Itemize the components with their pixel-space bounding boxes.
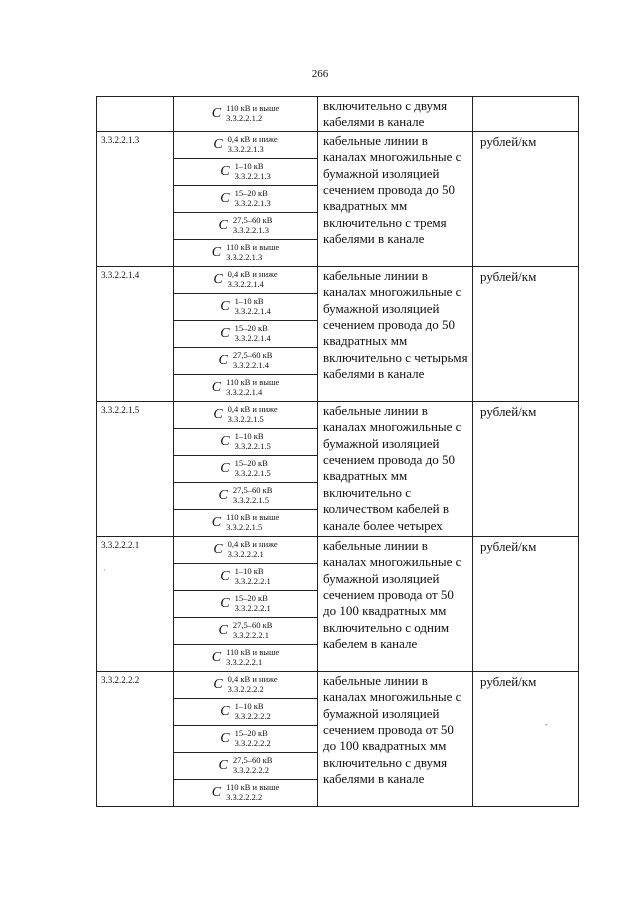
symbol-cell [174,239,318,266]
rate-symbol [212,104,280,123]
rate-symbol [220,432,270,451]
symbol-voltage: 27,5–60 кВ [232,755,273,766]
table-row [97,131,579,158]
symbol-cell [174,725,318,752]
symbol-letter: C [211,379,222,395]
rate-symbol [219,216,273,235]
code-cell: 3.3.2.2.2.2 [97,671,174,806]
description-cell: кабельные линии в каналах многожильные с бумажной изоляцией сечением провода до 50 квадратных мм включительно с количеством кабелей в канале более четырех [318,401,473,536]
symbol-voltage: 0,4 кВ и ниже [227,269,278,280]
symbol-subscript: 3.3.2.2.1.3 [234,198,271,209]
table-row [97,97,579,132]
symbol-letter: C [211,649,222,665]
table-row [97,536,579,563]
symbol-subscript: 3.3.2.2.2.1 [232,630,270,641]
description-cell: кабельные линии в каналах многожильные с бумажной изоляцией сечением провода от 50 до 100 квадратных мм включительно с одним кабелем в канале [318,536,473,671]
symbol-cell [174,374,318,401]
symbol-voltage: 0,4 кВ и ниже [227,539,278,550]
symbol-voltage: 1–10 кВ [234,566,264,577]
symbol-letter: C [218,352,228,368]
symbol-cell [174,671,318,698]
symbol-voltage: 15–20 кВ [234,593,268,604]
symbol-subscript: 3.3.2.2.2.1 [234,603,271,614]
code-cell: 3.3.2.2.1.3 [97,131,174,266]
symbol-voltage: 1–10 кВ [234,431,264,442]
description-cell: кабельные линии в каналах многожильные с бумажной изоляцией сечением провода до 50 квадратных мм включительно с тремя кабелями в канале [318,131,473,266]
symbol-subscript: 3.3.2.2.1.5 [227,414,264,425]
symbol-cell [174,428,318,455]
table-row [97,671,579,698]
symbol-subscript: 3.3.2.2.1.5 [232,495,270,506]
symbol-cell [174,752,318,779]
symbol-cell [174,320,318,347]
symbol-cell [174,185,318,212]
symbol-voltage: 1–10 кВ [234,701,264,712]
symbol-cell [174,509,318,536]
symbol-subscript: 3.3.2.2.2.2 [234,738,271,749]
rate-symbol [213,270,277,289]
rate-symbol [213,540,277,559]
symbol-letter: C [220,190,230,206]
symbol-subscript: 3.3.2.2.1.4 [227,279,264,290]
rate-symbol [220,297,270,316]
symbol-subscript: 3.3.2.2.1.2 [226,113,263,124]
rate-symbol [212,648,280,667]
symbol-letter: C [213,406,223,422]
rate-symbol [212,513,280,532]
rate-symbol [213,135,277,154]
symbol-voltage: 0,4 кВ и ниже [227,134,278,145]
rate-symbol [212,378,280,397]
symbol-cell [174,347,318,374]
rate-symbol [220,702,270,721]
code-cell: 3.3.2.2.1.5 [97,401,174,536]
symbol-subscript: 3.3.2.2.1.5 [234,441,271,452]
symbol-letter: C [220,703,230,719]
symbol-letter: C [213,541,223,557]
rate-symbol [220,567,270,586]
symbol-subscript: 3.3.2.2.2.2 [234,711,271,722]
symbol-letter: C [220,595,230,611]
symbol-cell [174,617,318,644]
symbol-voltage: 110 кВ и выше [226,647,280,658]
symbol-letter: C [218,487,228,503]
symbol-cell [174,644,318,671]
symbol-subscript: 3.3.2.2.1.4 [234,306,271,317]
symbol-subscript: 3.3.2.2.1.3 [234,171,271,182]
symbol-subscript: 3.3.2.2.1.4 [234,333,271,344]
symbol-cell [174,266,318,293]
symbol-cell [174,212,318,239]
symbol-voltage: 110 кВ и выше [226,377,280,388]
page-number: 266 [311,68,329,80]
symbol-subscript: 3.3.2.2.1.3 [232,225,270,236]
symbol-voltage: 1–10 кВ [234,296,264,307]
symbol-letter: C [220,163,230,179]
rate-symbol [220,162,270,181]
rate-symbol [219,621,273,640]
code-cell: 3.3.2.2.1.4 [97,266,174,401]
symbol-letter: C [220,298,230,314]
symbol-subscript: 3.3.2.2.2.1 [234,576,271,587]
symbol-voltage: 110 кВ и выше [226,782,280,793]
symbol-cell [174,590,318,617]
symbol-subscript: 3.3.2.2.2.1 [227,549,264,560]
symbol-voltage: 15–20 кВ [234,458,268,469]
rate-symbol [213,405,277,424]
symbol-voltage: 15–20 кВ [234,188,268,199]
rate-symbol [220,594,270,613]
symbol-letter: C [211,105,222,121]
rate-symbol [219,756,273,775]
symbol-letter: C [213,271,223,287]
symbol-letter: C [211,244,222,260]
code-cell [97,97,174,132]
symbol-letter: C [213,136,223,152]
symbol-letter: C [211,514,222,530]
symbol-cell [174,536,318,563]
rate-symbol [219,351,273,370]
rate-symbol [219,486,273,505]
unit-cell: рублей/км [473,401,579,536]
symbol-letter: C [220,568,230,584]
symbol-letter: C [220,460,230,476]
scan-mark: · [103,566,106,575]
symbol-voltage: 0,4 кВ и ниже [227,404,278,415]
rate-symbol [220,189,270,208]
symbol-voltage: 0,4 кВ и ниже [227,674,278,685]
symbol-voltage: 15–20 кВ [234,323,268,334]
description-cell: кабельные линии в каналах многожильные с бумажной изоляцией сечением провода от 50 до 100 квадратных мм включительно с двумя кабелями в канале [318,671,473,806]
symbol-voltage: 27,5–60 кВ [232,215,273,226]
symbol-voltage: 27,5–60 кВ [232,350,273,361]
symbol-letter: C [220,433,230,449]
symbol-subscript: 3.3.2.2.2.2 [232,765,270,776]
rate-symbol [212,243,280,262]
symbol-letter: C [220,325,230,341]
description-cell: включительно с двумя кабелями в канале [318,97,473,132]
symbol-cell [174,97,318,132]
symbol-subscript: 3.3.2.2.2.2 [227,684,264,695]
symbol-subscript: 3.3.2.2.1.5 [234,468,271,479]
symbol-cell [174,401,318,428]
symbol-voltage: 27,5–60 кВ [232,485,273,496]
symbol-letter: C [218,622,228,638]
unit-cell: рублей/км [473,266,579,401]
symbol-voltage: 27,5–60 кВ [232,620,273,631]
symbol-letter: C [211,784,222,800]
symbol-voltage: 15–20 кВ [234,728,268,739]
symbol-letter: C [218,217,228,233]
symbol-subscript: 3.3.2.2.1.5 [226,522,263,533]
table-row [97,266,579,293]
symbol-cell [174,131,318,158]
symbol-cell [174,158,318,185]
scan-mark: - [545,720,548,729]
symbol-subscript: 3.3.2.2.1.3 [227,144,264,155]
symbol-subscript: 3.3.2.2.1.4 [232,360,270,371]
symbol-letter: C [213,676,223,692]
tariff-table [96,96,579,807]
symbol-cell [174,482,318,509]
symbol-subscript: 3.3.2.2.2.1 [226,657,263,668]
symbol-voltage: 110 кВ и выше [226,103,280,114]
symbol-subscript: 3.3.2.2.1.3 [226,252,263,263]
symbol-letter: C [218,757,228,773]
unit-cell: рублей/км [473,671,579,806]
symbol-subscript: 3.3.2.2.1.4 [226,387,263,398]
symbol-voltage: 110 кВ и выше [226,242,280,253]
symbol-letter: C [220,730,230,746]
unit-cell: рублей/км [473,536,579,671]
rate-symbol [220,324,270,343]
unit-cell [473,97,579,132]
symbol-cell [174,698,318,725]
symbol-cell [174,455,318,482]
symbol-voltage: 1–10 кВ [234,161,264,172]
symbol-cell [174,779,318,806]
description-cell: кабельные линии в каналах многожильные с бумажной изоляцией сечением провода до 50 квадратных мм включительно с четырьмя кабелями в канале [318,266,473,401]
table-row [97,401,579,428]
rate-symbol [220,459,270,478]
symbol-subscript: 3.3.2.2.2.2 [226,792,263,803]
symbol-cell [174,563,318,590]
rate-symbol [213,675,277,694]
unit-cell: рублей/км [473,131,579,266]
code-cell: 3.3.2.2.2.1 [97,536,174,671]
symbol-voltage: 110 кВ и выше [226,512,280,523]
symbol-cell [174,293,318,320]
rate-symbol [212,783,280,802]
rate-symbol [220,729,270,748]
